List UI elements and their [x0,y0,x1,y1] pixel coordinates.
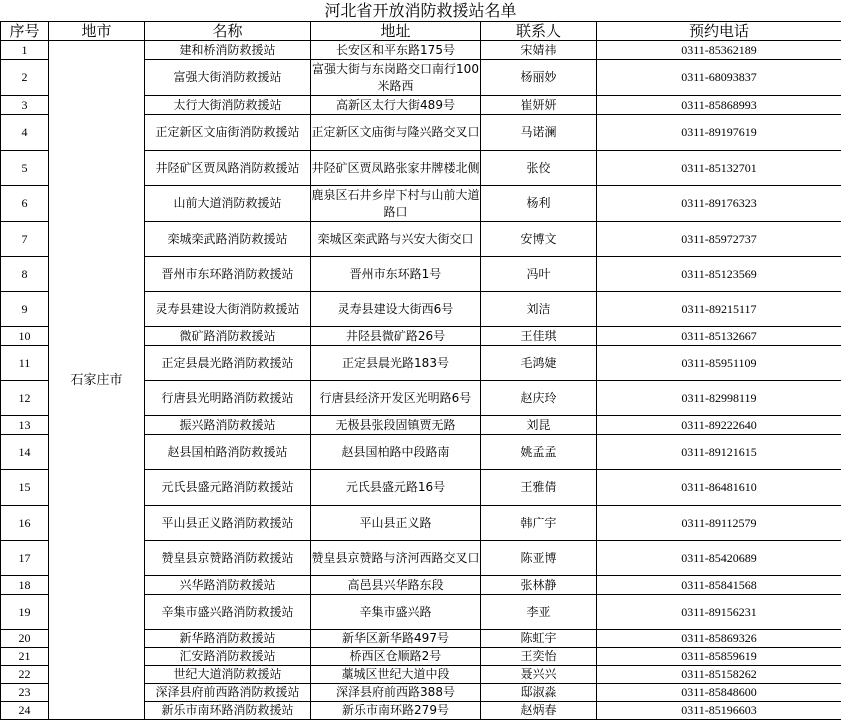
row-contact: 刘洁 [481,292,597,327]
row-contact: 李亚 [481,595,597,630]
row-address: 赵县国柏路中段路南 [311,435,481,470]
table-row [1,41,841,60]
row-address: 新华区新华路497号 [311,630,481,648]
row-address: 行唐县经济开发区光明路6号 [311,381,481,416]
row-seq: 2 [1,60,49,96]
row-seq: 7 [1,222,49,257]
row-seq: 15 [1,470,49,506]
row-address: 无极县张段固镇贾无路 [311,416,481,435]
row-name: 山前大道消防救援站 [145,186,311,222]
row-seq: 17 [1,541,49,576]
row-name: 元氏县盛元路消防救援站 [145,470,311,506]
row-contact: 张佼 [481,151,597,186]
row-contact: 马诺澜 [481,115,597,151]
row-seq: 1 [1,41,49,60]
row-phone: 0311-85362189 [597,41,841,60]
row-name: 正定县晨光路消防救援站 [145,346,311,381]
row-address: 栾城区栾武路与兴安大街交口 [311,222,481,257]
row-seq: 12 [1,381,49,416]
row-contact: 杨丽妙 [481,60,597,96]
row-address: 长安区和平东路175号 [311,41,481,60]
row-contact: 杨利 [481,186,597,222]
sheet-title: 河北省开放消防救援站名单 [0,0,841,21]
row-seq: 13 [1,416,49,435]
row-name: 振兴路消防救援站 [145,416,311,435]
row-phone: 0311-68093837 [597,60,841,96]
row-address: 正定新区文庙街与隆兴路交叉口 [311,115,481,151]
row-contact: 陈亚博 [481,541,597,576]
row-name: 微矿路消防救援站 [145,327,311,346]
row-name: 井陉矿区贾凤路消防救援站 [145,151,311,186]
row-seq: 9 [1,292,49,327]
row-name: 太行大街消防救援站 [145,96,311,115]
row-name: 辛集市盛兴路消防救援站 [145,595,311,630]
row-seq: 8 [1,257,49,292]
row-phone: 0311-85158262 [597,666,841,684]
row-phone: 0311-89197619 [597,115,841,151]
row-name: 赞皇县京赞路消防救援站 [145,541,311,576]
row-phone: 0311-85841568 [597,576,841,595]
row-address: 高新区太行大街489号 [311,96,481,115]
row-contact: 王奕怡 [481,648,597,666]
row-name: 行唐县光明路消防救援站 [145,381,311,416]
row-contact: 毛鸿婕 [481,346,597,381]
row-phone: 0311-89215117 [597,292,841,327]
row-seq: 3 [1,96,49,115]
row-phone: 0311-85123569 [597,257,841,292]
row-phone: 0311-86481610 [597,470,841,506]
table-body [1,41,841,720]
row-address: 高邑县兴华路东段 [311,576,481,595]
row-phone: 0311-85869326 [597,630,841,648]
row-seq: 4 [1,115,49,151]
row-contact: 宋婧祎 [481,41,597,60]
row-seq: 20 [1,630,49,648]
row-seq: 16 [1,506,49,541]
row-phone: 0311-89176323 [597,186,841,222]
row-address: 藁城区世纪大道中段 [311,666,481,684]
header-name: 名称 [145,22,311,41]
row-phone: 0311-85848600 [597,684,841,702]
row-contact: 聂兴兴 [481,666,597,684]
row-contact: 陈虹宇 [481,630,597,648]
row-name: 新华路消防救援站 [145,630,311,648]
row-name: 世纪大道消防救援站 [145,666,311,684]
header-phone: 预约电话 [597,22,841,41]
header-city: 地市 [49,22,145,41]
row-contact: 赵庆玲 [481,381,597,416]
row-address: 元氏县盛元路16号 [311,470,481,506]
row-contact: 赵炳春 [481,702,597,720]
row-name: 赵县国柏路消防救援站 [145,435,311,470]
row-seq: 21 [1,648,49,666]
row-name: 深泽县府前西路消防救援站 [145,684,311,702]
city-cell: 石家庄市 [49,41,145,720]
row-seq: 11 [1,346,49,381]
row-phone: 0311-89222640 [597,416,841,435]
row-contact: 冯叶 [481,257,597,292]
row-contact: 崔妍妍 [481,96,597,115]
row-name: 建和桥消防救援站 [145,41,311,60]
row-phone: 0311-85420689 [597,541,841,576]
row-address: 富强大街与东岗路交口南行100米路西 [311,60,481,96]
row-contact: 刘昆 [481,416,597,435]
row-name: 汇安路消防救援站 [145,648,311,666]
row-name: 晋州市东环路消防救援站 [145,257,311,292]
row-name: 栾城栾武路消防救援站 [145,222,311,257]
row-seq: 18 [1,576,49,595]
row-seq: 5 [1,151,49,186]
row-phone: 0311-89121615 [597,435,841,470]
row-phone: 0311-85132667 [597,327,841,346]
header-row [1,22,841,41]
row-name: 正定新区文庙街消防救援站 [145,115,311,151]
row-address: 赞皇县京赞路与济河西路交叉口 [311,541,481,576]
station-table [0,21,841,720]
row-seq: 23 [1,684,49,702]
row-phone: 0311-85951109 [597,346,841,381]
row-address: 灵寿县建设大街西6号 [311,292,481,327]
row-phone: 0311-89156231 [597,595,841,630]
header-address: 地址 [311,22,481,41]
row-contact: 邸淑淼 [481,684,597,702]
row-name: 灵寿县建设大街消防救援站 [145,292,311,327]
row-seq: 6 [1,186,49,222]
row-address: 新乐市南环路279号 [311,702,481,720]
row-phone: 0311-85859619 [597,648,841,666]
row-address: 晋州市东环路1号 [311,257,481,292]
row-contact: 王雅倩 [481,470,597,506]
row-name: 兴华路消防救援站 [145,576,311,595]
row-contact: 韩广宇 [481,506,597,541]
row-address: 桥西区仓顺路2号 [311,648,481,666]
row-seq: 22 [1,666,49,684]
row-name: 富强大街消防救援站 [145,60,311,96]
row-phone: 0311-82998119 [597,381,841,416]
row-address: 辛集市盛兴路 [311,595,481,630]
row-address: 井陉县微矿路26号 [311,327,481,346]
row-name: 新乐市南环路消防救援站 [145,702,311,720]
row-name: 平山县正义路消防救援站 [145,506,311,541]
header-contact: 联系人 [481,22,597,41]
row-phone: 0311-85972737 [597,222,841,257]
row-address: 井陉矿区贾凤路张家井牌楼北侧 [311,151,481,186]
header-seq: 序号 [1,22,49,41]
row-contact: 安博文 [481,222,597,257]
row-phone: 0311-89112579 [597,506,841,541]
row-seq: 10 [1,327,49,346]
row-contact: 王佳琪 [481,327,597,346]
row-seq: 24 [1,702,49,720]
row-seq: 19 [1,595,49,630]
row-contact: 姚孟孟 [481,435,597,470]
row-address: 平山县正义路 [311,506,481,541]
row-phone: 0311-85196603 [597,702,841,720]
row-address: 深泽县府前西路388号 [311,684,481,702]
row-phone: 0311-85132701 [597,151,841,186]
row-address: 鹿泉区石井乡岸下村与山前大道路口 [311,186,481,222]
row-address: 正定县晨光路183号 [311,346,481,381]
row-contact: 张林静 [481,576,597,595]
row-phone: 0311-85868993 [597,96,841,115]
row-seq: 14 [1,435,49,470]
